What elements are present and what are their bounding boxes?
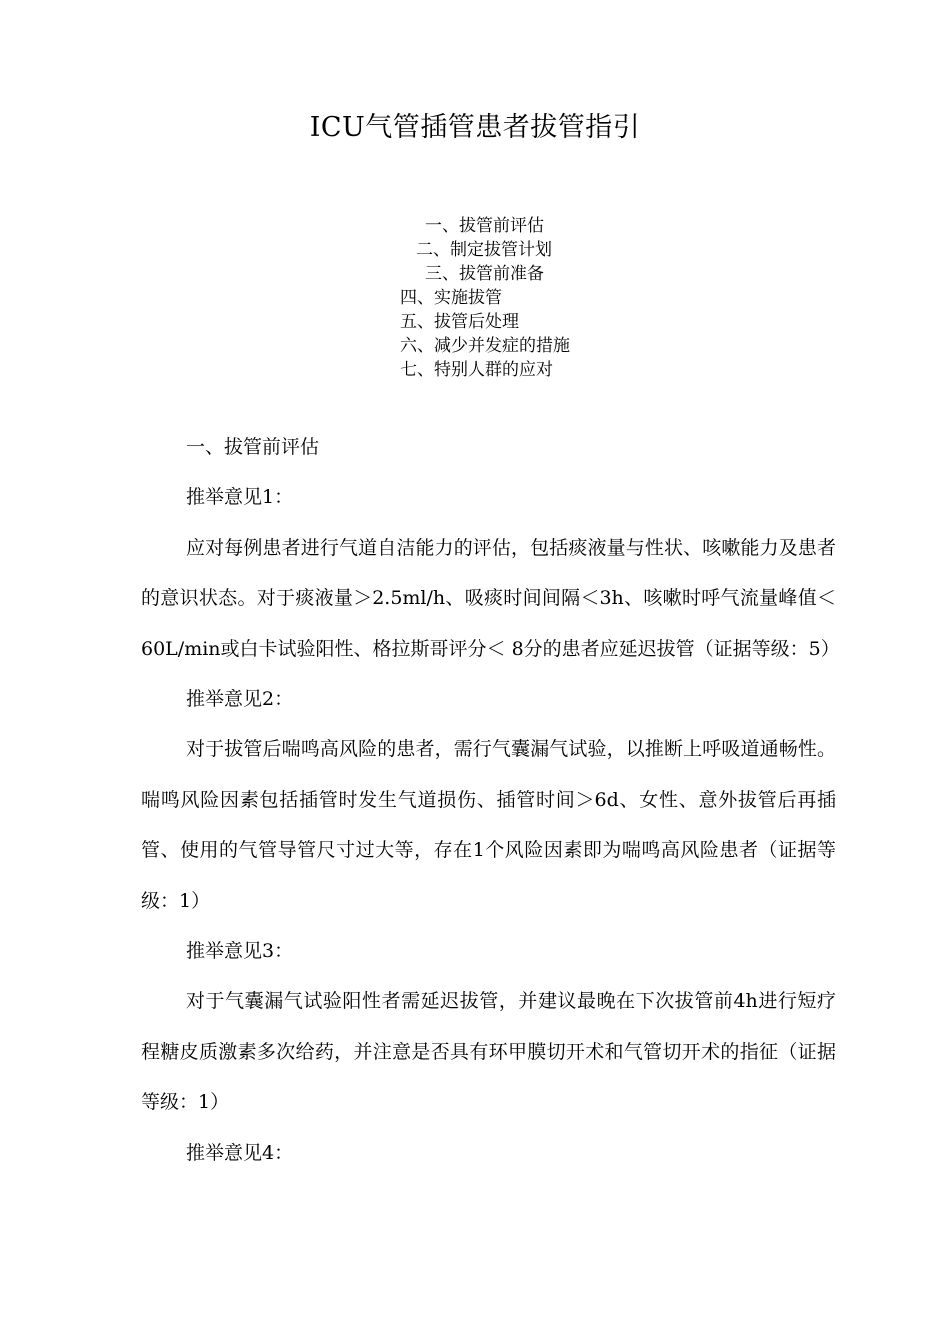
recommendation-label: 推举意见3：: [186, 940, 294, 963]
toc-item: 一、拔管前评估: [425, 216, 544, 236]
recommendation-label: 推举意见4：: [186, 1141, 294, 1164]
recommendation-label: 推举意见2：: [186, 688, 294, 711]
document-title: ICU气管插管患者拔管指引: [309, 112, 641, 143]
recommendation-text: 应对每例患者进行气道自洁能力的评估，包括痰液量与性状、咳嗽能力及患者的意识状态。对于痰液量＞2.5ml/h、吸痰时间间隔＜3h、咳嗽时呼气流量峰值＜60L/min或白卡试验阳性、格拉斯哥评分＜ 8分的患者应延迟拔管（证据等级：5）: [141, 536, 840, 660]
recommendation-text: 对于拔管后喘鸣高风险的患者，需行气囊漏气试验，以推断上呼吸道通畅性。喘鸣风险因素包括插管时发生气道损伤、插管时间＞6d、女性、意外拔管后再插管、使用的气管导管尺寸过大等，存在1个风险因素即为喘鸣高风险患者（证据等级：1）: [141, 738, 836, 912]
toc-item: 二、制定拔管计划: [416, 240, 552, 260]
section-heading: 一、拔管前评估: [186, 436, 320, 458]
recommendation-label: 推举意见1：: [186, 486, 294, 509]
toc-item: 四、实施拔管: [400, 288, 502, 308]
toc-item: 七、特别人群的应对: [400, 360, 553, 380]
toc-item: 三、拔管前准备: [425, 264, 544, 284]
toc-item: 五、拔管后处理: [400, 312, 519, 332]
recommendation-text: 对于气囊漏气试验阳性者需延迟拔管，并建议最晚在下次拔管前4h进行短疗程糖皮质激素多次给药，并注意是否具有环甲膜切开术和气管切开术的指征（证据等级：1）: [141, 990, 836, 1114]
toc-item: 六、减少并发症的措施: [400, 336, 570, 356]
document-body: [141, 422, 840, 1178]
table-of-contents: [0, 214, 950, 382]
